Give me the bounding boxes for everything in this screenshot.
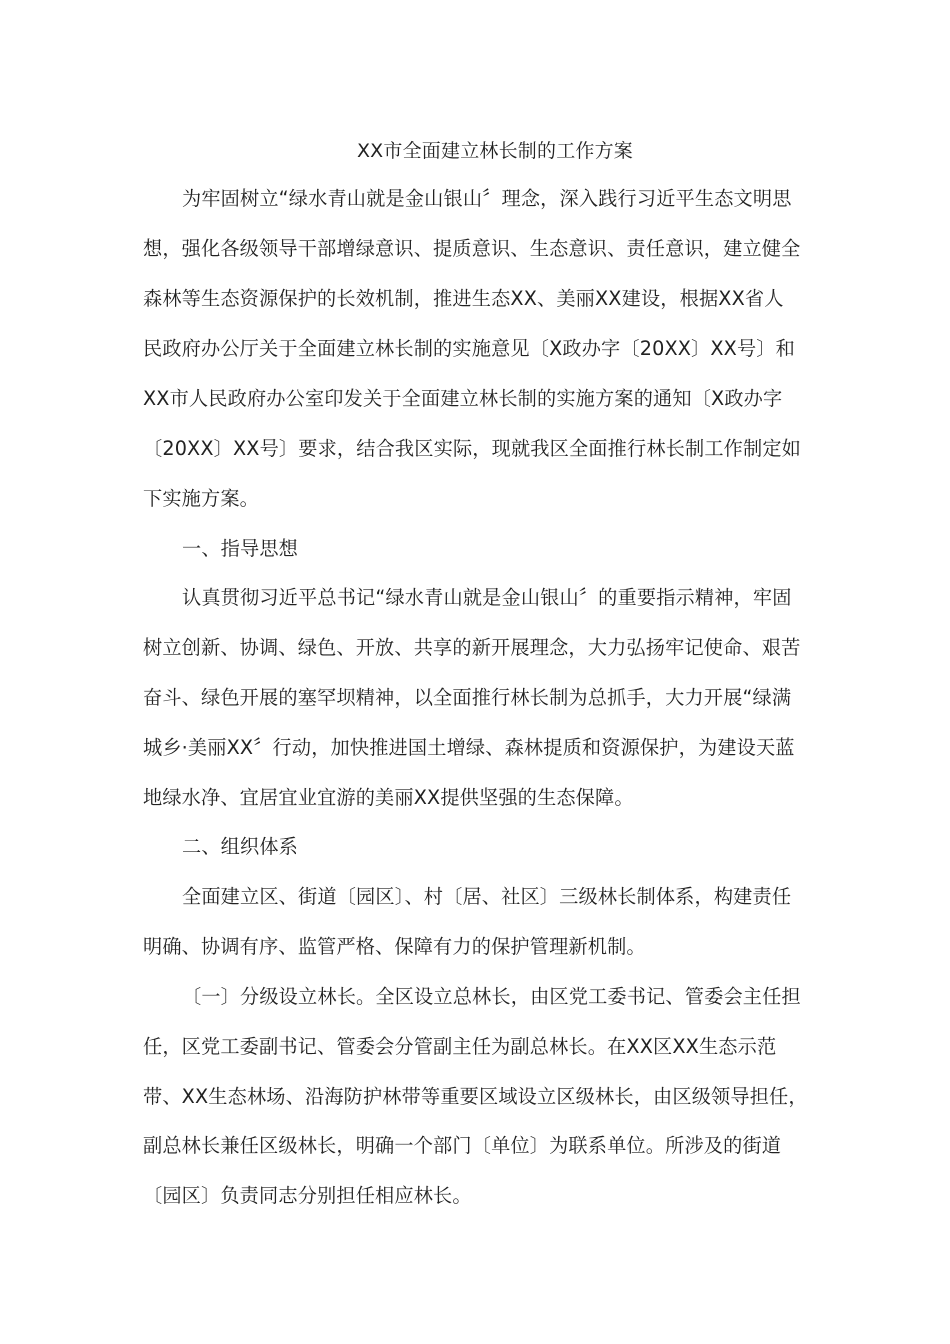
paragraph-line: 〔园区〕负责同志分别担任相应林长。 [143,1184,472,1207]
paragraph-line: 带、XX生态林场、沿海防护林带等重要区域设立区级林长，由区级领导担任， [143,1085,808,1108]
paragraph-line: XX市人民政府办公室印发关于全面建立林长制的实施方案的通知〔X政办字 [143,387,783,410]
paragraph-line: 〔20XX〕XX号〕要求，结合我区实际，现就我区全面推行林长制工作制定如 [143,437,802,460]
paragraph-line: 下实施方案。 [143,487,260,510]
paragraph-line: 城乡·美丽XX〞行动，加快推进国土增绿、森林提质和资源保护，为建设天蓝 [143,736,795,759]
paragraph-line: 想，强化各级领导干部增绿意识、提质意识、生态意识、责任意识，建立健全 [143,237,801,260]
document-title: XX市全面建立林长制的工作方案 [356,140,634,162]
paragraph-line: 奋斗、绿色开展的塞罕坝精神，以全面推行林长制为总抓手，大力开展“绿满 [143,686,792,709]
section-heading: 一、指导思想 [182,537,299,560]
paragraph-line: 〔一〕分级设立林长。全区设立总林长，由区党工委书记、管委会主任担 [182,985,801,1008]
paragraph-line: 明确、协调有序、监管严格、保障有力的保护管理新机制。 [143,935,646,958]
paragraph-line: 任，区党工委副书记、管委会分管副主任为副总林长。在XX区XX生态示范 [143,1035,777,1058]
section-heading: 二、组织体系 [182,835,299,858]
paragraph-line: 民政府办公厅关于全面建立林长制的实施意见〔X政办字〔20XX〕XX号〕和 [143,337,795,360]
paragraph-line: 认真贯彻习近平总书记“绿水青山就是金山银山〞的重要指示精神，牢固 [182,586,792,609]
paragraph-line: 树立创新、协调、绿色、开放、共享的新开展理念，大力弘扬牢记使命、艰苦 [143,636,801,659]
paragraph-line: 副总林长兼任区级林长，明确一个部门〔单位〕为联系单位。所涉及的街道 [143,1134,782,1157]
paragraph-line: 全面建立区、街道〔园区〕、村〔居、社区〕三级林长制体系，构建责任 [182,885,792,908]
paragraph-line: 为牢固树立“绿水青山就是金山银山〞理念，深入践行习近平生态文明思 [182,187,792,210]
paragraph-line: 地绿水净、宜居宜业宜游的美丽XX提供坚强的生态保障。 [143,786,634,809]
paragraph-line: 森林等生态资源保护的长效机制，推进生态XX、美丽XX建设，根据XX省人 [143,287,784,310]
